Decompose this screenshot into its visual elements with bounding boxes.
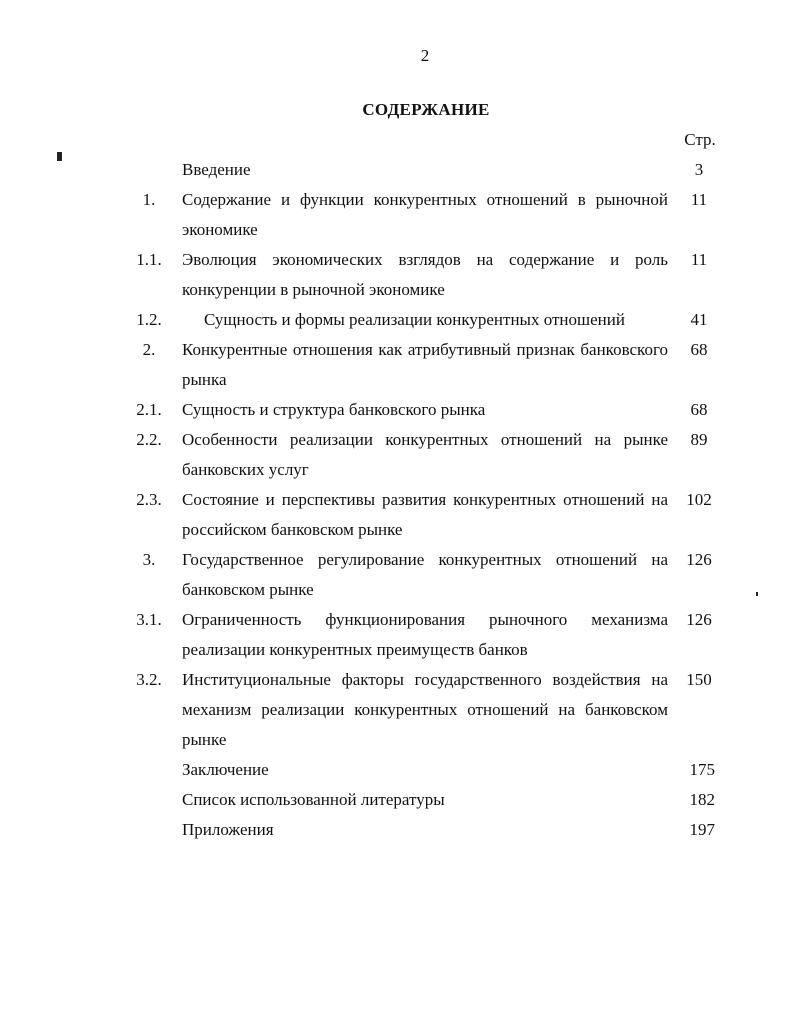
toc-entry-page: 182	[689, 790, 715, 809]
toc-entry-page: 150	[686, 670, 712, 689]
toc-entry-page: 102	[686, 490, 712, 509]
toc-entry-page: 11	[690, 190, 708, 209]
table-of-contents	[0, 155, 799, 845]
toc-entry-title: Список использованной литературы	[182, 790, 445, 809]
toc-entry-conclusion[interactable]	[0, 755, 799, 785]
toc-entry-chapter-1[interactable]	[0, 185, 799, 245]
toc-entry-title: Сущность и структура банковского рынка	[182, 400, 486, 419]
toc-entry-number: 1.	[142, 190, 156, 209]
toc-entry-section-3-2[interactable]	[0, 665, 799, 755]
toc-entry-section-2-2[interactable]	[0, 425, 799, 485]
toc-entry-title: Ограниченность функционирования рыночного механизма реализации конкурентных преимуществ банков	[182, 610, 668, 659]
toc-entry-title: Особенности реализации конкурентных отношений на рынке банковских услуг	[182, 430, 668, 479]
toc-entry-page: 3	[694, 160, 704, 179]
toc-entry-title: Конкурентные отношения как атрибутивный признак банковского рынка	[182, 340, 668, 389]
toc-entry-page: 68	[690, 340, 708, 359]
toc-entry-section-3-1[interactable]	[0, 605, 799, 665]
page-column-header: Стр.	[684, 130, 716, 149]
toc-entry-number: 3.2.	[136, 670, 162, 689]
toc-entry-number: 2.	[142, 340, 156, 359]
toc-entry-title: Приложения	[182, 820, 274, 839]
toc-entry-title: Государственное регулирование конкурентных отношений на банковском рынке	[182, 550, 668, 599]
toc-entry-page: 68	[690, 400, 708, 419]
toc-entry-title: Содержание и функции конкурентных отношений в рыночной экономике	[182, 190, 668, 239]
toc-entry-section-2-3[interactable]	[0, 485, 799, 545]
toc-entry-page: 126	[686, 610, 712, 629]
toc-entry-bibliography[interactable]	[0, 785, 799, 815]
toc-entry-introduction[interactable]	[0, 155, 799, 185]
toc-entry-section-2-1[interactable]	[0, 395, 799, 425]
toc-entry-number: 2.1.	[136, 400, 162, 419]
toc-entry-page: 175	[689, 760, 715, 779]
toc-entry-title: Эволюция экономических взглядов на содержание и роль конкуренции в рыночной экономике	[182, 250, 668, 299]
toc-entry-title: Состояние и перспективы развития конкурентных отношений на российском банковском рынке	[182, 490, 668, 539]
toc-entry-number: 1.2.	[136, 310, 162, 329]
toc-entry-chapter-3[interactable]	[0, 545, 799, 605]
page-number: 2	[420, 46, 430, 65]
toc-entry-page: 41	[690, 310, 708, 329]
toc-entry-number: 3.1.	[136, 610, 162, 629]
toc-entry-number: 2.2.	[136, 430, 162, 449]
toc-entry-page: 89	[690, 430, 708, 449]
toc-entry-title: Заключение	[182, 760, 269, 779]
toc-entry-number: 2.3.	[136, 490, 162, 509]
toc-entry-page: 11	[690, 250, 708, 269]
toc-entry-page: 126	[686, 550, 712, 569]
toc-entry-page: 197	[689, 820, 715, 839]
toc-entry-number: 1.1.	[136, 250, 162, 269]
toc-entry-section-1-1[interactable]	[0, 245, 799, 305]
toc-entry-section-1-2[interactable]	[0, 305, 799, 335]
toc-entry-appendices[interactable]	[0, 815, 799, 845]
page-title: СОДЕРЖАНИЕ	[362, 100, 490, 119]
toc-entry-title: Сущность и формы реализации конкурентных отношений	[204, 310, 625, 329]
toc-entry-title: Институциональные факторы государственного воздействия на механизм реализации конкурентных отношений на банковском рынке	[182, 670, 668, 749]
toc-entry-number: 3.	[142, 550, 156, 569]
toc-entry-title: Введение	[182, 160, 251, 179]
toc-entry-chapter-2[interactable]	[0, 335, 799, 395]
